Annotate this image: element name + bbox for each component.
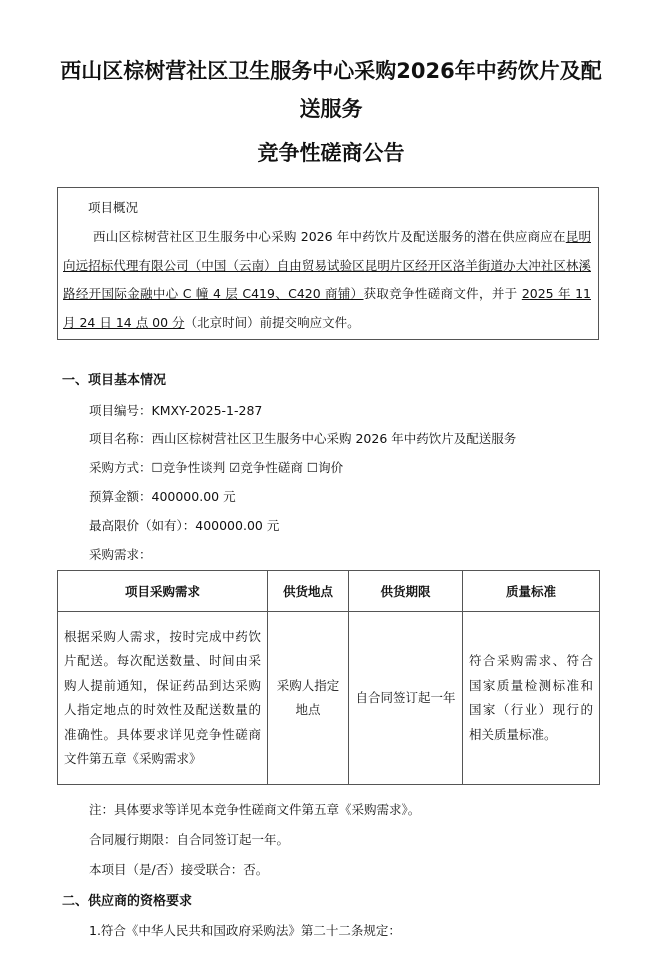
section2-heading: 二、供应商的资格要求 [62, 894, 193, 909]
procurement-method: 采购方式：☐竞争性谈判 ☑竞争性磋商 ☐询价 [89, 460, 344, 475]
project-number: 项目编号：KMXY-2025-1-287 [89, 403, 263, 418]
overview-body [63, 223, 591, 337]
header-delivery-period: 供货期限 [349, 571, 463, 612]
header-quality-standard: 质量标准 [463, 571, 600, 612]
overview-body-mid: 获取竞争性磋商文件，并于 [363, 286, 522, 301]
cell-delivery-period: 自合同签订起一年 [349, 612, 463, 785]
requirements-table [57, 570, 600, 785]
qualification-item-1: 1.符合《中华人民共和国政府采购法》第二十二条规定： [89, 923, 401, 938]
project-name: 项目名称：西山区棕树营社区卫生服务中心采购 2026 年中药饮片及配送服务 [89, 431, 517, 446]
document-subtitle: 竞争性磋商公告 [257, 141, 405, 165]
max-price: 最高限价（如有）：400000.00 元 [89, 518, 280, 533]
table-row [58, 612, 600, 785]
cell-requirements: 根据采购人需求，按时完成中药饮片配送。每次配送数量、时间由采购人提前通知，保证药品到达采购人指定地点的时效性及配送数量的准确性。具体要求详见竞争性磋商文件第五章《采购需求》 [58, 612, 268, 785]
section1-heading: 一、项目基本情况 [62, 373, 167, 388]
header-delivery-location: 供货地点 [268, 571, 349, 612]
overview-deadline: 2025 年 11 月 24 日 14 点 00 分 [63, 286, 591, 330]
project-overview-box [57, 187, 599, 340]
contract-period: 合同履行期限：自合同签订起一年。 [89, 832, 290, 847]
cell-delivery-location: 采购人指定地点 [268, 612, 349, 785]
overview-location: 昆明向远招标代理有限公司（中国（云南）自由贸易试验区昆明片区经开区洛羊街道办大冲社区林溪路经开国际金融中心 C 幢 4 层 C419、C420 商铺） [63, 229, 591, 301]
budget-amount: 预算金额：400000.00 元 [89, 489, 236, 504]
consortium-statement: 本项目（是/否）接受联合：否。 [89, 862, 269, 877]
procurement-needs-label: 采购需求： [89, 547, 152, 562]
table-note: 注：具体要求等详见本竞争性磋商文件第五章《采购需求》。 [89, 802, 421, 817]
header-requirements: 项目采购需求 [58, 571, 268, 612]
cell-quality-standard: 符合采购需求、符合国家质量检测标准和国家（行业）现行的相关质量标准。 [463, 612, 600, 785]
overview-heading: 项目概况 [88, 200, 139, 215]
document-title-line1: 西山区棕树营社区卫生服务中心采购2026年中药饮片及配 [60, 59, 602, 83]
table-header-row [58, 571, 600, 612]
overview-body-prefix: 西山区棕树营社区卫生服务中心采购 2026 年中药饮片及配送服务的潜在供应商应在 [93, 229, 566, 244]
document-title-line2: 送服务 [299, 97, 363, 121]
overview-body-suffix: （北京时间）前提交响应文件。 [184, 314, 360, 330]
